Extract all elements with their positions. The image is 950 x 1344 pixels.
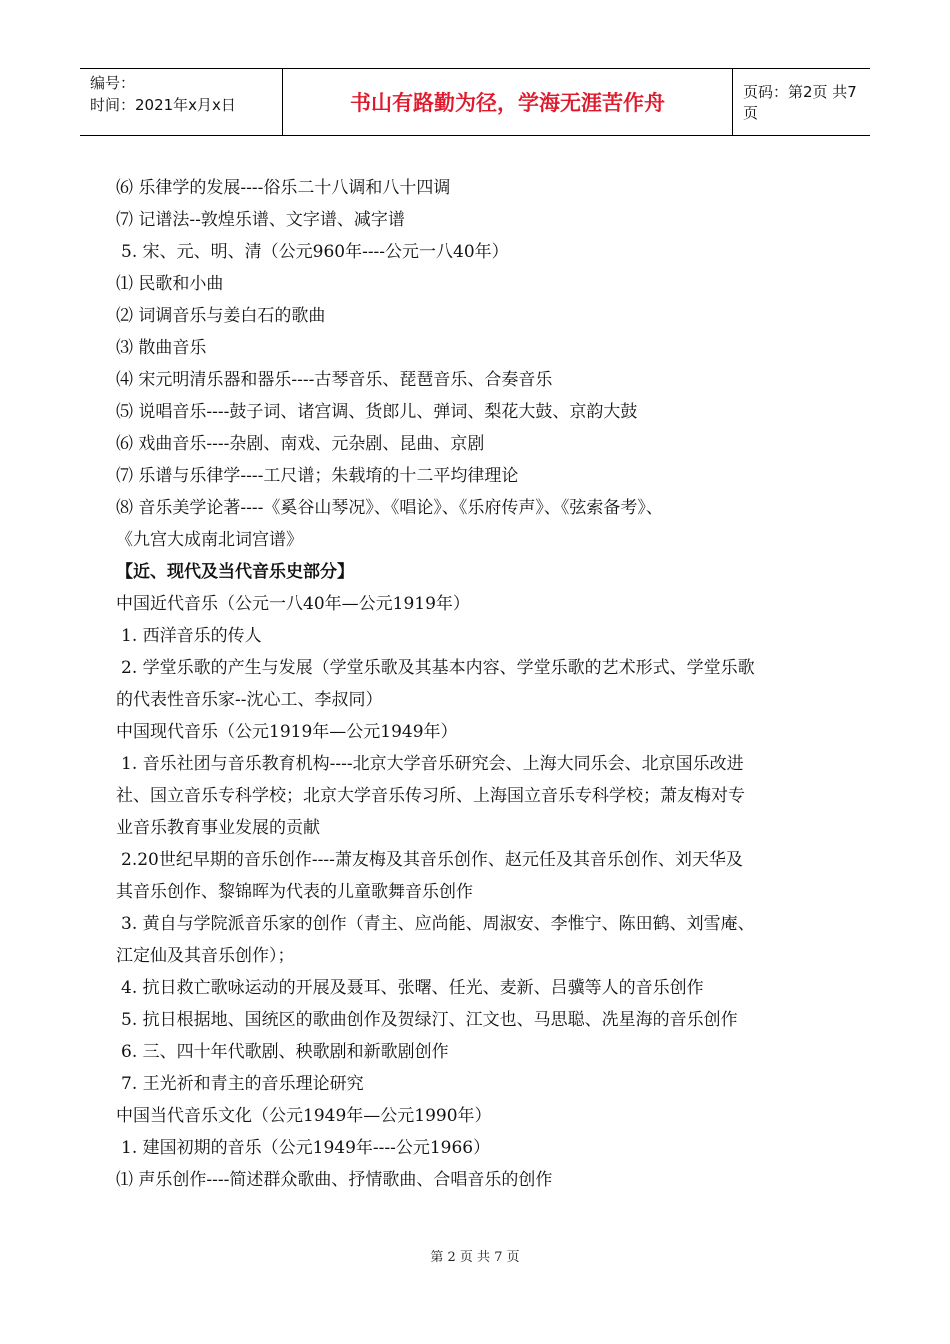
body-line: 《九宫大成南北词宫谱》 <box>116 530 303 550</box>
body-line: 6. 三、四十年代歌剧、秧歌剧和新歌剧创作 <box>121 1042 449 1062</box>
body-line: ⑹ 乐律学的发展----俗乐二十八调和八十四调 <box>116 178 451 198</box>
header-page-label: 页码：第2页 共7页 <box>743 83 857 122</box>
page-header <box>80 68 870 136</box>
header-motto: 书山有路勤为径，学海无涯苦作舟 <box>283 69 733 135</box>
body-line: ⑺ 乐谱与乐律学----工尺谱；朱载堉的十二平均律理论 <box>116 466 519 486</box>
body-line: 2.20世纪早期的音乐创作----萧友梅及其音乐创作、赵元任及其音乐创作、刘天华及 <box>121 850 743 870</box>
body-line: ⑸ 说唱音乐----鼓子词、诸宫调、货郎儿、弹词、梨花大鼓、京韵大鼓 <box>116 402 638 422</box>
body-line: 2. 学堂乐歌的产生与发展（学堂乐歌及其基本内容、学堂乐歌的艺术形式、学堂乐歌 <box>121 658 755 678</box>
body-line: 3. 黄自与学院派音乐家的创作（青主、应尚能、周淑安、李惟宁、陈田鹤、刘雪庵、 <box>121 914 755 934</box>
body-line: ⑺ 记谱法--敦煌乐谱、文字谱、减字谱 <box>116 210 405 230</box>
document-body <box>116 172 836 1196</box>
body-line: 1. 建国初期的音乐（公元1949年----公元1966） <box>121 1138 491 1158</box>
document-number-label: 编号： <box>90 74 136 92</box>
document-time-label: 时间：2021年x月x日 <box>90 96 236 114</box>
body-line: 中国现代音乐（公元1919年—公元1949年） <box>116 722 458 742</box>
body-line: 其音乐创作、黎锦晖为代表的儿童歌舞音乐创作 <box>116 882 473 902</box>
body-line: 7. 王光祈和青主的音乐理论研究 <box>121 1074 364 1094</box>
body-line: ⑶ 散曲音乐 <box>116 338 207 358</box>
body-line: 4. 抗日救亡歌咏运动的开展及聂耳、张曙、任光、麦新、吕骥等人的音乐创作 <box>121 978 704 998</box>
body-line: 1. 音乐社团与音乐教育机构----北京大学音乐研究会、上海大同乐会、北京国乐改进 <box>121 754 744 774</box>
body-line: 5. 宋、元、明、清（公元960年----公元一八40年） <box>121 242 509 262</box>
body-line: 中国当代音乐文化（公元1949年—公元1990年） <box>116 1106 492 1126</box>
body-line: 的代表性音乐家--沈心工、李叔同） <box>116 690 383 710</box>
body-line: 中国近代音乐（公元一八40年—公元1919年） <box>116 594 470 614</box>
body-line: 业音乐教育事业发展的贡献 <box>116 818 320 838</box>
body-line: 1. 西洋音乐的传人 <box>121 626 262 646</box>
body-line: ⑻ 音乐美学论著----《奚谷山琴况》、《唱论》、《乐府传声》、《弦索备考》、 <box>116 498 663 518</box>
body-line: ⑷ 宋元明清乐器和器乐----古琴音乐、琵琶音乐、合奏音乐 <box>116 370 553 390</box>
page-footer: 第 2 页 共 7 页 <box>430 1250 520 1265</box>
body-line: 5. 抗日根据地、国统区的歌曲创作及贺绿汀、江文也、马思聪、冼星海的音乐创作 <box>121 1010 738 1030</box>
body-line: 江定仙及其音乐创作）； <box>116 946 295 966</box>
body-line: 社、国立音乐专科学校；北京大学音乐传习所、上海国立音乐专科学校；萧友梅对专 <box>116 786 745 806</box>
body-line: ⑴ 声乐创作----简述群众歌曲、抒情歌曲、合唱音乐的创作 <box>116 1170 553 1190</box>
body-line: ⑵ 词调音乐与姜白石的歌曲 <box>116 306 326 326</box>
header-left-cell <box>80 69 283 135</box>
body-line: ⑹ 戏曲音乐----杂剧、南戏、元杂剧、昆曲、京剧 <box>116 434 485 454</box>
body-line: ⑴ 民歌和小曲 <box>116 274 224 294</box>
section-heading: 【近、现代及当代音乐史部分】 <box>116 562 354 582</box>
